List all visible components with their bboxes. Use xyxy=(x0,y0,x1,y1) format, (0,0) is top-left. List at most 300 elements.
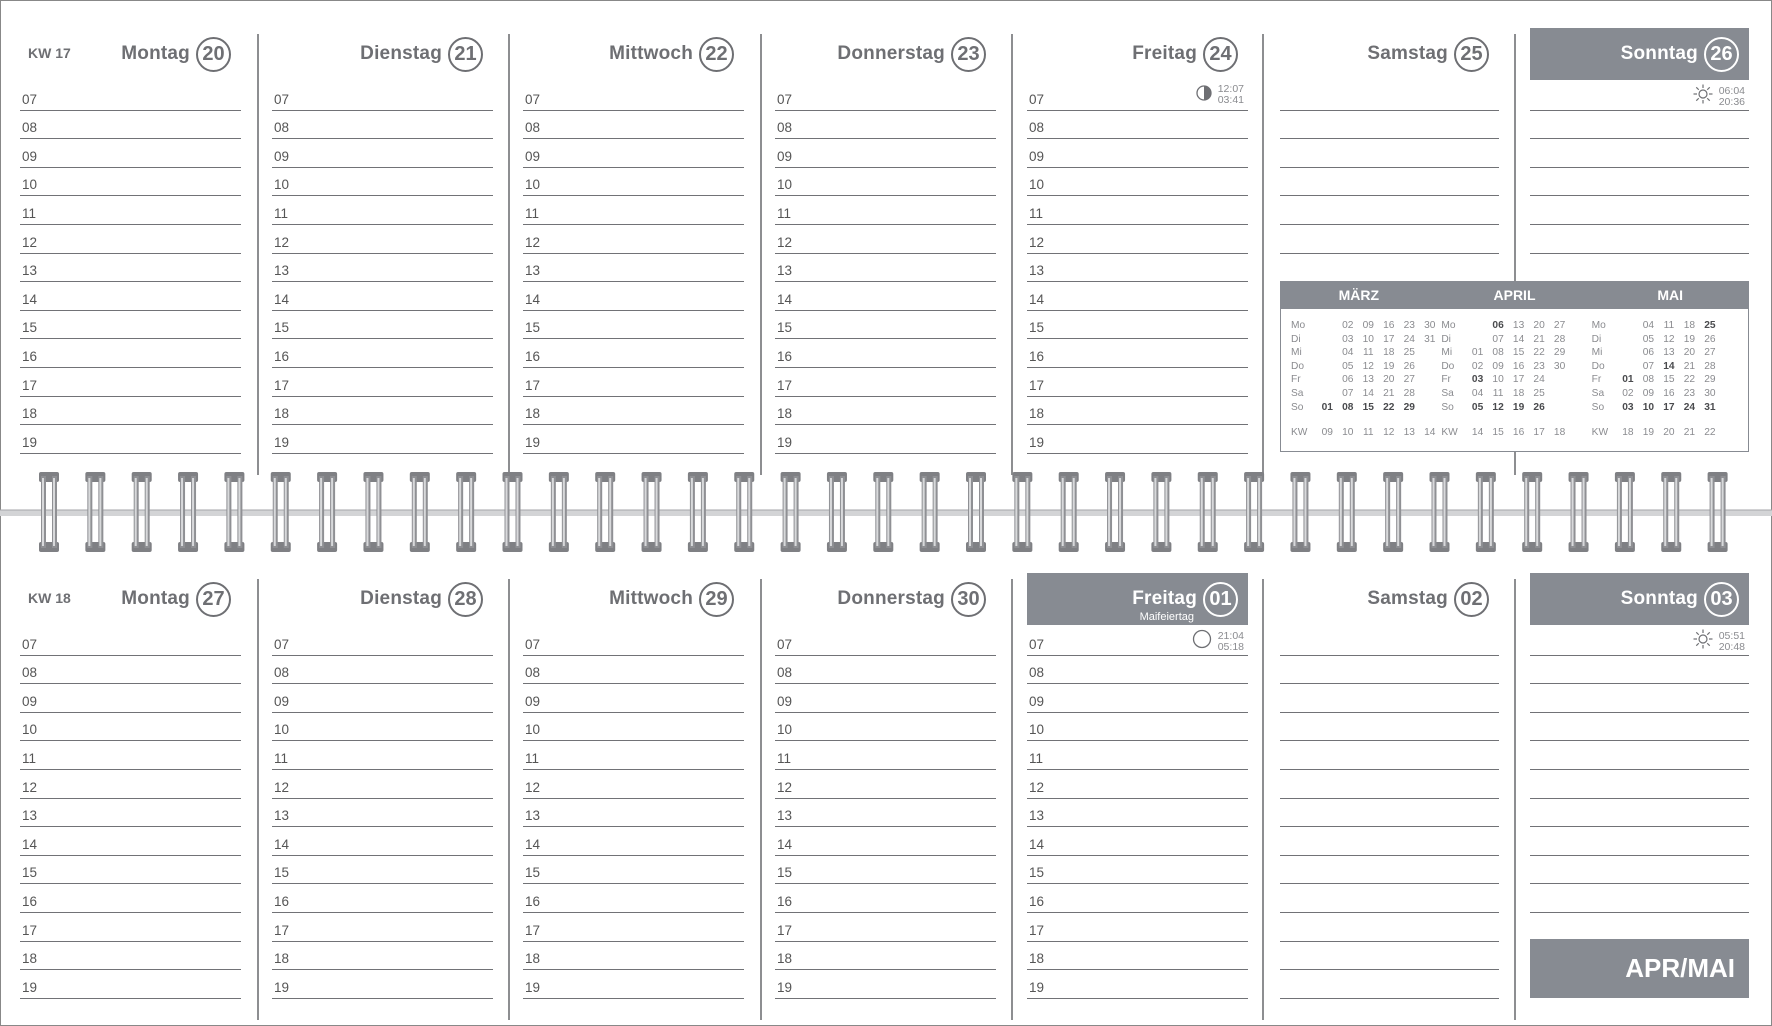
hour-label: 09 xyxy=(777,693,793,709)
time-slot[interactable] xyxy=(775,254,996,283)
time-slot[interactable] xyxy=(523,856,744,885)
day-name: Samstag xyxy=(1367,43,1448,64)
time-slot[interactable] xyxy=(272,282,493,311)
hour-label: 11 xyxy=(1029,750,1044,766)
time-slot[interactable] xyxy=(523,254,744,283)
ring-highlight xyxy=(1444,478,1446,546)
date-cell xyxy=(1618,333,1639,347)
time-slot[interactable] xyxy=(1280,627,1499,656)
time-slot[interactable] xyxy=(20,942,241,971)
date-cell: 08 xyxy=(1492,347,1504,359)
time-slot[interactable] xyxy=(523,799,744,828)
time-slot[interactable] xyxy=(1530,827,1749,856)
time-slot[interactable] xyxy=(272,311,493,340)
kw-label: KW xyxy=(1441,427,1458,439)
time-slot[interactable] xyxy=(20,684,241,713)
time-slot[interactable] xyxy=(20,82,241,111)
time-slot[interactable] xyxy=(775,368,996,397)
date-cell xyxy=(1570,346,1591,360)
time-slot[interactable] xyxy=(1280,225,1499,254)
ring-highlight xyxy=(748,478,750,546)
date-cell: 17 xyxy=(1383,333,1395,345)
time-slot[interactable] xyxy=(1530,656,1749,685)
time-slot[interactable] xyxy=(272,368,493,397)
date-cell: 06 xyxy=(1642,347,1655,359)
time-slot[interactable] xyxy=(1280,139,1499,168)
time-slot[interactable] xyxy=(523,827,744,856)
hour-label: 19 xyxy=(777,434,793,450)
time-slot[interactable] xyxy=(1280,713,1499,742)
time-slot[interactable] xyxy=(775,770,996,799)
date-cell: 30 xyxy=(1553,360,1566,372)
time-slot[interactable] xyxy=(1027,254,1248,283)
time-slot[interactable] xyxy=(1280,856,1499,885)
ring-highlight xyxy=(1433,478,1435,546)
time-slot[interactable] xyxy=(523,82,744,111)
date-cell: 10 xyxy=(1362,333,1374,345)
kw-number: 18 xyxy=(1553,427,1566,439)
kw-number: 09 xyxy=(1321,427,1333,439)
hour-label: 15 xyxy=(274,865,290,881)
time-slot[interactable] xyxy=(775,970,996,999)
time-slot[interactable] xyxy=(775,856,996,885)
time-slot[interactable] xyxy=(272,254,493,283)
time-slot[interactable] xyxy=(272,425,493,454)
mini-calendar-body xyxy=(1281,309,1748,439)
day-name: Montag xyxy=(121,588,190,609)
time-slot[interactable] xyxy=(1280,913,1499,942)
time-slot[interactable] xyxy=(1027,799,1248,828)
mini-calendar xyxy=(1280,281,1749,452)
week-day-row xyxy=(1441,360,1591,374)
time-slot[interactable] xyxy=(523,282,744,311)
time-slot[interactable] xyxy=(1530,913,1749,942)
time-slot[interactable] xyxy=(775,111,996,140)
time-slot[interactable] xyxy=(1027,856,1248,885)
ring-highlight xyxy=(1108,478,1110,546)
ring-highlight xyxy=(1258,478,1260,546)
column-divider xyxy=(760,34,762,475)
time-slot[interactable] xyxy=(20,770,241,799)
ring-highlight xyxy=(1572,478,1574,546)
date-cell: 21 xyxy=(1683,360,1696,372)
ring-highlight xyxy=(795,478,797,546)
hour-label: 15 xyxy=(525,865,541,881)
time-slot[interactable] xyxy=(20,856,241,885)
hour-label: 11 xyxy=(777,205,792,221)
time-slot[interactable] xyxy=(775,741,996,770)
day-number: 28 xyxy=(448,582,483,617)
weekday-label: Di xyxy=(1591,333,1602,345)
time-slot[interactable] xyxy=(272,913,493,942)
time-slot[interactable] xyxy=(272,656,493,685)
time-slot[interactable] xyxy=(272,139,493,168)
time-slot[interactable] xyxy=(1280,196,1499,225)
date-cell: 27 xyxy=(1403,374,1415,386)
kw-number: 14 xyxy=(1424,427,1436,439)
time-slot[interactable] xyxy=(523,339,744,368)
week-day-row xyxy=(1291,373,1441,387)
time-slot[interactable] xyxy=(272,684,493,713)
date-cell: 15 xyxy=(1512,347,1525,359)
time-slot[interactable] xyxy=(272,856,493,885)
ring-highlight xyxy=(1583,478,1585,546)
hour-label: 19 xyxy=(22,979,38,995)
hour-label: 15 xyxy=(1029,320,1045,336)
time-slot[interactable] xyxy=(272,339,493,368)
hour-label: 18 xyxy=(274,951,290,967)
time-slot[interactable] xyxy=(1280,970,1499,999)
ring-highlight xyxy=(923,478,925,546)
time-slot[interactable] xyxy=(775,656,996,685)
ring-highlight xyxy=(552,478,554,546)
time-slot[interactable] xyxy=(775,196,996,225)
hour-label: 10 xyxy=(1029,177,1045,193)
time-slot[interactable] xyxy=(272,196,493,225)
ring-highlight xyxy=(1397,478,1399,546)
time-slot[interactable] xyxy=(775,913,996,942)
ring-highlight xyxy=(702,478,704,546)
ring-highlight xyxy=(887,478,889,546)
time-slot[interactable] xyxy=(20,713,241,742)
date-cell: 15 xyxy=(1663,374,1675,386)
time-slot[interactable] xyxy=(272,827,493,856)
time-slot[interactable] xyxy=(1530,111,1749,140)
time-slot[interactable] xyxy=(272,397,493,426)
time-slot[interactable] xyxy=(1027,425,1248,454)
time-slot[interactable] xyxy=(1027,282,1248,311)
time-slot[interactable] xyxy=(523,397,744,426)
time-slot[interactable] xyxy=(20,225,241,254)
time-slot[interactable] xyxy=(1027,139,1248,168)
time-slot[interactable] xyxy=(20,799,241,828)
week-day-row xyxy=(1291,319,1441,333)
time-slot[interactable] xyxy=(523,311,744,340)
time-values xyxy=(1719,86,1745,108)
time-slot[interactable] xyxy=(20,627,241,656)
day-header xyxy=(523,28,744,80)
hour-label: 12 xyxy=(22,779,38,795)
hour-label: 09 xyxy=(22,148,38,164)
time-slot[interactable] xyxy=(272,713,493,742)
weekday-label: Do xyxy=(1291,360,1305,372)
time-line: 05:18 xyxy=(1217,640,1244,653)
time-slot[interactable] xyxy=(1280,656,1499,685)
time-slot[interactable] xyxy=(523,884,744,913)
ring-highlight xyxy=(227,478,229,546)
time-slot[interactable] xyxy=(272,111,493,140)
time-slot[interactable] xyxy=(1027,225,1248,254)
week-number: KW 18 xyxy=(28,590,71,606)
time-slot[interactable] xyxy=(272,970,493,999)
time-slot[interactable] xyxy=(775,627,996,656)
time-slot[interactable] xyxy=(272,168,493,197)
hour-label: 16 xyxy=(777,348,793,364)
hour-label: 11 xyxy=(1029,205,1044,221)
hour-label: 13 xyxy=(777,808,793,824)
time-slot[interactable] xyxy=(1530,139,1749,168)
hour-label: 17 xyxy=(777,922,793,938)
sun-times xyxy=(1693,629,1745,654)
time-slot[interactable] xyxy=(1530,741,1749,770)
date-cell xyxy=(1720,319,1741,333)
time-slot[interactable] xyxy=(1027,656,1248,685)
day-number: 26 xyxy=(1704,37,1739,72)
time-slot[interactable] xyxy=(20,741,241,770)
date-cell: 11 xyxy=(1492,387,1504,399)
time-slot[interactable] xyxy=(1027,770,1248,799)
time-slot[interactable] xyxy=(775,684,996,713)
time-slot[interactable] xyxy=(1530,770,1749,799)
ring-highlight xyxy=(1015,478,1017,546)
time-slot[interactable] xyxy=(1027,111,1248,140)
time-slot[interactable] xyxy=(775,799,996,828)
hour-label: 13 xyxy=(1029,263,1045,279)
date-cell: 09 xyxy=(1492,360,1504,372)
time-slot[interactable] xyxy=(272,627,493,656)
day-header xyxy=(1280,573,1499,625)
time-slot[interactable] xyxy=(1027,884,1248,913)
time-slot[interactable] xyxy=(20,339,241,368)
week-day-row xyxy=(1291,360,1441,374)
time-slot[interactable] xyxy=(775,884,996,913)
time-slot[interactable] xyxy=(523,139,744,168)
time-slot[interactable] xyxy=(523,111,744,140)
time-slot[interactable] xyxy=(523,196,744,225)
date-cell: 12 xyxy=(1362,360,1374,372)
hour-label: 17 xyxy=(1029,377,1045,393)
time-slot[interactable] xyxy=(1027,827,1248,856)
time-slot[interactable] xyxy=(20,254,241,283)
week-day-row xyxy=(1592,401,1742,415)
weekday-label: Mo xyxy=(1441,320,1456,331)
day-header xyxy=(1027,573,1248,625)
date-cell: 22 xyxy=(1533,347,1545,359)
time-slot[interactable] xyxy=(775,339,996,368)
date-cell: 08 xyxy=(1642,374,1655,386)
time-slot[interactable] xyxy=(20,425,241,454)
date-cell xyxy=(1420,346,1441,360)
time-slot[interactable] xyxy=(272,799,493,828)
time-slot[interactable] xyxy=(523,168,744,197)
time-slot[interactable] xyxy=(272,884,493,913)
week-day-row xyxy=(1441,401,1591,415)
time-slot[interactable] xyxy=(1530,799,1749,828)
time-slot[interactable] xyxy=(1027,741,1248,770)
time-slot[interactable] xyxy=(775,713,996,742)
time-slot[interactable] xyxy=(1280,111,1499,140)
hour-label: 08 xyxy=(525,120,541,136)
time-slot[interactable] xyxy=(272,82,493,111)
time-slot[interactable] xyxy=(1027,339,1248,368)
hour-label: 07 xyxy=(1029,91,1045,107)
time-slot[interactable] xyxy=(1280,770,1499,799)
hour-label: 11 xyxy=(22,205,37,221)
ring-highlight xyxy=(53,478,55,546)
date-cell: 22 xyxy=(1683,374,1696,386)
time-slot[interactable] xyxy=(1027,970,1248,999)
time-slot[interactable] xyxy=(1530,884,1749,913)
time-slot[interactable] xyxy=(775,397,996,426)
time-slot[interactable] xyxy=(523,770,744,799)
time-slot[interactable] xyxy=(272,942,493,971)
date-cell: 25 xyxy=(1704,320,1716,331)
time-slot[interactable] xyxy=(1027,168,1248,197)
hour-label: 15 xyxy=(1029,865,1045,881)
time-slot[interactable] xyxy=(1027,684,1248,713)
time-slot[interactable] xyxy=(1530,856,1749,885)
time-slot[interactable] xyxy=(775,225,996,254)
time-slot[interactable] xyxy=(523,913,744,942)
time-slot[interactable] xyxy=(20,913,241,942)
day-number: 23 xyxy=(951,37,986,72)
time-slot[interactable] xyxy=(523,970,744,999)
time-slot[interactable] xyxy=(523,425,744,454)
time-slot[interactable] xyxy=(1280,799,1499,828)
kw-number: 20 xyxy=(1663,427,1675,439)
time-slot[interactable] xyxy=(1530,225,1749,254)
hour-label: 10 xyxy=(1029,722,1045,738)
time-slot[interactable] xyxy=(523,368,744,397)
time-slot[interactable] xyxy=(1280,741,1499,770)
time-slot[interactable] xyxy=(775,282,996,311)
time-slot[interactable] xyxy=(272,225,493,254)
time-slot[interactable] xyxy=(20,827,241,856)
time-slot[interactable] xyxy=(523,627,744,656)
time-slot[interactable] xyxy=(775,168,996,197)
date-cell xyxy=(1317,346,1338,360)
full-moon-icon xyxy=(1192,629,1212,654)
hour-label: 16 xyxy=(1029,348,1045,364)
hour-label: 13 xyxy=(525,808,541,824)
half-moon-icon xyxy=(1196,85,1212,106)
time-slot[interactable] xyxy=(20,397,241,426)
date-cell: 07 xyxy=(1492,333,1504,345)
date-cell: 20 xyxy=(1533,320,1545,331)
hour-label: 13 xyxy=(777,263,793,279)
day-header xyxy=(775,28,996,80)
time-slot[interactable] xyxy=(775,942,996,971)
time-slot[interactable] xyxy=(20,656,241,685)
time-slot[interactable] xyxy=(20,196,241,225)
day-number: 03 xyxy=(1704,582,1739,617)
ring-highlight xyxy=(285,478,287,546)
time-slot[interactable] xyxy=(1027,311,1248,340)
time-slot[interactable] xyxy=(1280,942,1499,971)
hour-label: 19 xyxy=(1029,979,1045,995)
date-cell xyxy=(1720,333,1741,347)
time-slot[interactable] xyxy=(20,111,241,140)
time-slot[interactable] xyxy=(20,168,241,197)
time-slot[interactable] xyxy=(1530,684,1749,713)
time-values xyxy=(1719,631,1745,653)
time-slot[interactable] xyxy=(272,741,493,770)
time-slot[interactable] xyxy=(20,368,241,397)
date-cell: 19 xyxy=(1383,360,1395,372)
time-slot[interactable] xyxy=(523,741,744,770)
ring-highlight xyxy=(1304,478,1306,546)
day-name: Sonntag xyxy=(1620,43,1698,64)
time-slot[interactable] xyxy=(1280,684,1499,713)
time-slot[interactable] xyxy=(1280,82,1499,111)
hour-label: 11 xyxy=(274,750,289,766)
day-header xyxy=(20,28,241,80)
hour-label: 18 xyxy=(777,951,793,967)
date-cell xyxy=(1570,387,1591,401)
hour-label: 11 xyxy=(274,205,289,221)
hour-label: 10 xyxy=(525,722,541,738)
kw-number xyxy=(1570,426,1591,439)
time-slot[interactable] xyxy=(523,713,744,742)
hour-label: 14 xyxy=(1029,836,1045,852)
time-slot[interactable] xyxy=(1027,397,1248,426)
date-cell xyxy=(1618,319,1639,333)
hour-label: 07 xyxy=(525,91,541,107)
time-slot[interactable] xyxy=(20,282,241,311)
week-day-row xyxy=(1592,319,1742,333)
date-cell xyxy=(1618,360,1639,374)
time-slot[interactable] xyxy=(1530,168,1749,197)
time-slot[interactable] xyxy=(523,684,744,713)
time-slot[interactable] xyxy=(1027,196,1248,225)
time-slot[interactable] xyxy=(775,139,996,168)
time-slot[interactable] xyxy=(1027,368,1248,397)
time-slot[interactable] xyxy=(1530,713,1749,742)
time-slot[interactable] xyxy=(20,970,241,999)
hour-label: 07 xyxy=(1029,636,1045,652)
time-slot[interactable] xyxy=(20,884,241,913)
time-slot[interactable] xyxy=(1027,713,1248,742)
time-slot[interactable] xyxy=(20,139,241,168)
hour-label: 15 xyxy=(22,865,38,881)
time-slot[interactable] xyxy=(775,827,996,856)
time-slot[interactable] xyxy=(1280,884,1499,913)
ring-highlight xyxy=(470,478,472,546)
day-name: Mittwoch xyxy=(609,43,693,64)
time-slot[interactable] xyxy=(523,656,744,685)
column-divider xyxy=(257,579,259,1020)
time-slot[interactable] xyxy=(1280,168,1499,197)
time-line: 03:41 xyxy=(1217,94,1244,106)
ring-highlight xyxy=(135,478,137,546)
kw-number: 22 xyxy=(1704,427,1716,439)
hour-label: 17 xyxy=(274,922,290,938)
time-line: 12:07 xyxy=(1217,83,1244,95)
time-slot[interactable] xyxy=(1280,827,1499,856)
hour-label: 13 xyxy=(525,263,541,279)
date-cell: 16 xyxy=(1663,387,1675,399)
time-slot[interactable] xyxy=(775,311,996,340)
time-slot[interactable] xyxy=(775,425,996,454)
time-slot[interactable] xyxy=(523,225,744,254)
time-slot[interactable] xyxy=(1027,942,1248,971)
weekday-label: Fr xyxy=(1441,374,1451,386)
date-cell: 01 xyxy=(1321,401,1333,413)
date-cell: 02 xyxy=(1471,360,1484,372)
time-slot[interactable] xyxy=(20,311,241,340)
time-slot[interactable] xyxy=(775,82,996,111)
date-cell: 27 xyxy=(1553,320,1566,331)
time-slot[interactable] xyxy=(523,942,744,971)
ring-highlight xyxy=(656,478,658,546)
hour-label: 09 xyxy=(274,148,290,164)
ring-highlight xyxy=(1618,478,1620,546)
time-slot[interactable] xyxy=(272,770,493,799)
time-slot[interactable] xyxy=(1027,913,1248,942)
column-divider xyxy=(1011,579,1013,1020)
hour-label: 15 xyxy=(777,865,793,881)
time-slot[interactable] xyxy=(1530,196,1749,225)
